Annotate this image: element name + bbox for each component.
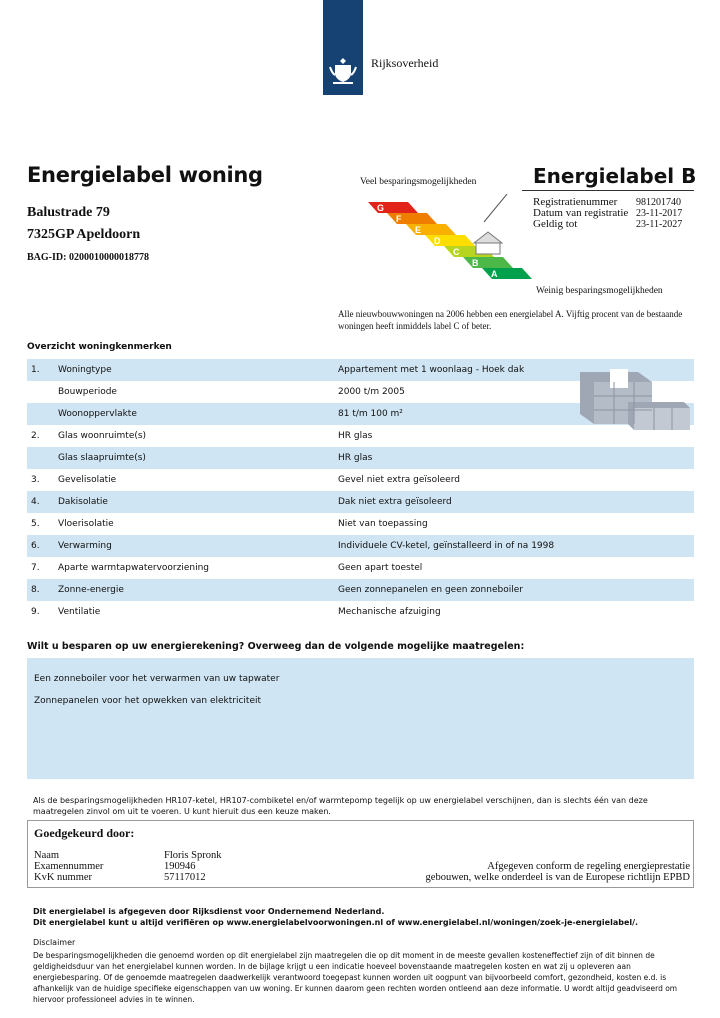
apartment-icon [580, 366, 690, 434]
label-note: Alle nieuwbouwwoningen na 2006 hebben een energielabel A. Vijftig procent van de bestaande woningen heeft inmiddels label C of beter. [338, 309, 683, 331]
name-value: Floris Spronk [164, 850, 222, 861]
table-row [27, 579, 694, 601]
issued-by [33, 906, 638, 928]
name-label: Naam [34, 850, 60, 861]
row-value: Niet van toepassing [338, 519, 428, 529]
divider [522, 190, 694, 191]
crest-icon [327, 55, 359, 85]
row-label: Vloerisolatie [58, 519, 114, 529]
row-number: 8. [31, 585, 40, 595]
approved-heading: Goedgekeurd door: [34, 826, 135, 840]
issued-line-1: Dit energielabel is afgegeven door Rijksdienst voor Ondernemend Nederland. [33, 907, 385, 916]
row-number: 2. [31, 431, 40, 441]
row-value: Appartement met 1 woonlaag - Hoek dak [338, 365, 525, 375]
row-label: Aparte warmtapwatervoorziening [58, 563, 210, 573]
disclaimer-text: De besparingsmogelijkheden die genoemd worden op dit energielabel zijn maatregelen die op dit moment in de meeste gevallen kosteneffectief zijn of dit binnen de geldigheidsduur van het energielabel kunnen worden. In de bijlage krijgt u een indicatie hoeveel bovenstaande maatregelen kosten en wat zij u opleveren aan energiebesparing. Of de genoemde maatregelen daadwerkelijk verantwoord toegepast kunnen worden uit oogpunt van bijvoorbeeld comfort, gezondheid, kosten e.d. is afhankelijk van de huidige specifieke eigenschappen van uw woning. Er kunnen daarom geen rechten worden ontleend aan deze informatie. U wordt altijd geadviseerd om hiervoor professioneel advies in te winnen. [33, 951, 678, 1004]
row-label: Woonoppervlakte [58, 409, 137, 419]
kvk-label: KvK nummer [34, 872, 93, 883]
date-label: Datum van registratie [533, 207, 629, 219]
address-street: Balustrade 79 [27, 205, 110, 220]
measure-item: Een zonneboiler voor het verwarmen van uw tapwater [34, 674, 280, 684]
scale-bar-e [406, 224, 456, 235]
registration-info [533, 197, 683, 230]
row-label: Glas slaapruimte(s) [58, 453, 146, 463]
row-label: Gevelisolatie [58, 475, 117, 485]
scale-top-caption: Veel besparingsmogelijkheden [360, 177, 477, 187]
house-icon [474, 232, 502, 254]
energy-label-title: Energielabel B [533, 164, 697, 188]
row-label: Glas woonruimte(s) [58, 431, 147, 441]
scale-letter: D [434, 236, 441, 246]
row-value: Mechanische afzuiging [338, 607, 441, 617]
rijksoverheid-logo [323, 0, 363, 95]
table-row [27, 491, 694, 513]
scale-bar-f [387, 213, 437, 224]
scale-bar-d [425, 235, 475, 246]
row-number: 4. [31, 497, 40, 507]
row-value: 2000 t/m 2005 [338, 387, 405, 397]
exam-value: 190946 [164, 861, 196, 872]
row-number: 3. [31, 475, 40, 485]
row-label: Verwarming [58, 541, 112, 551]
address-city: 7325GP Apeldoorn [27, 227, 141, 242]
scale-bar-g [368, 202, 418, 213]
conform-line-2: gebouwen, welke onderdeel is van de Europese richtlijn EPBD [425, 872, 690, 883]
scale-letter: G [377, 203, 385, 213]
scale-bar-a [482, 268, 532, 279]
scale-bottom-caption: Weinig besparingsmogelijkheden [536, 286, 663, 296]
kvk-value: 57117012 [164, 872, 206, 883]
scale-letter: E [415, 225, 422, 235]
row-value: 81 t/m 100 m² [338, 409, 403, 419]
approved-box [27, 820, 694, 888]
row-value: HR glas [338, 453, 373, 463]
scale-letter: A [491, 269, 498, 279]
energy-scale [360, 194, 560, 294]
row-number: 6. [31, 541, 40, 551]
valid-label: Geldig tot [533, 218, 578, 230]
issued-line-2: Dit energielabel kunt u altijd verifiëren op www.energielabelvoorwoningen.nl of www.energielabel.nl/woningen/zoek-je-energielabel/. [33, 918, 639, 927]
row-number: 5. [31, 519, 40, 529]
table-row [27, 535, 694, 557]
valid-value: 23-11-2027 [636, 219, 683, 230]
table-row [27, 447, 694, 469]
table-row [27, 469, 694, 491]
row-value: Geen apart toestel [338, 563, 423, 573]
reg-value: 981201740 [636, 197, 681, 208]
pointer-line [484, 194, 507, 222]
table-row [27, 557, 694, 579]
measures-question: Wilt u besparen op uw energierekening? Overweeg dan de volgende mogelijke maatregelen: [27, 641, 525, 652]
conform-line-1: Afgegeven conform de regeling energieprestatie [487, 861, 690, 872]
scale-letter: B [472, 258, 479, 268]
row-number: 7. [31, 563, 40, 573]
date-value: 23-11-2017 [636, 208, 683, 219]
measure-item: Zonnepanelen voor het opwekken van elektriciteit [34, 696, 262, 706]
measures-footnote: Als de besparingsmogelijkheden HR107-ketel, HR107-combiketel en/of warmtepomp tegelijk op uw energielabel verschijnen, dan is slechts één van deze maatregelen zinvol om uit te voeren. U kunt hieruit dus een keuze maken. [33, 796, 648, 816]
row-label: Zonne-energie [58, 585, 124, 595]
row-value: Dak niet extra geïsoleerd [338, 497, 452, 507]
row-value: Gevel niet extra geïsoleerd [338, 475, 460, 485]
row-label: Dakisolatie [58, 497, 108, 507]
row-label: Ventilatie [58, 607, 101, 617]
reg-label: Registratienummer [533, 196, 618, 208]
measures-box [27, 658, 694, 779]
exam-label: Examennummer [34, 861, 104, 872]
scale-bar-b [463, 257, 513, 268]
row-number: 9. [31, 607, 40, 617]
scale-letter: F [396, 214, 402, 224]
row-label: Woningtype [58, 365, 112, 375]
row-value: HR glas [338, 431, 373, 441]
row-label: Bouwperiode [58, 387, 117, 397]
bag-id: BAG-ID: 0200010000018778 [27, 252, 149, 263]
row-value: Geen zonnepanelen en geen zonneboiler [338, 585, 523, 595]
brand-name: Rijksoverheid [371, 56, 439, 70]
row-value: Individuele CV-ketel, geïnstalleerd in of na 1998 [338, 541, 555, 551]
scale-letter: C [453, 247, 460, 257]
overview-heading: Overzicht woningkenmerken [27, 342, 172, 352]
disclaimer-heading: Disclaimer [33, 938, 76, 947]
row-number: 1. [31, 365, 40, 375]
page-title: Energielabel woning [27, 163, 263, 187]
table-row [27, 513, 694, 535]
table-row [27, 601, 694, 623]
